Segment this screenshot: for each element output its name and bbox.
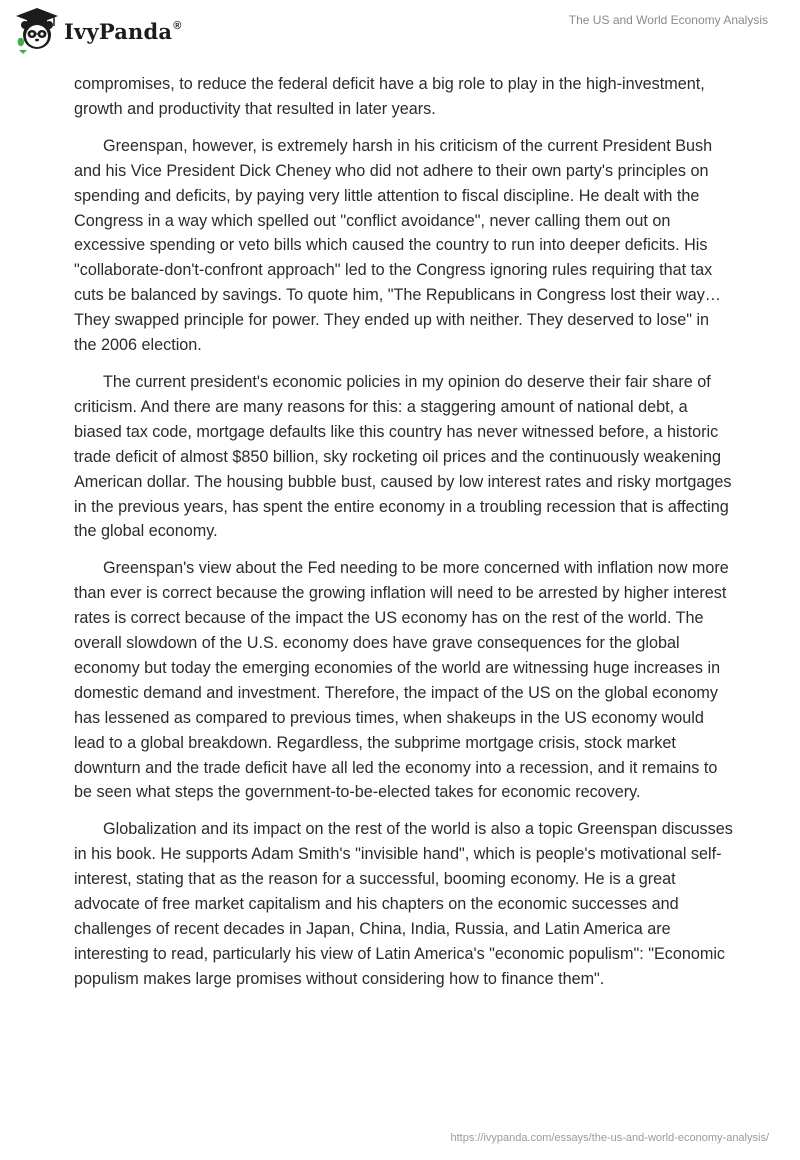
paragraph: Greenspan's view about the Fed needing to be more concerned with inflation now more than ever is correct because the growing inflation will need to be arrested by higher interest rates is correct because of the impact the US economy has on the rest of the world. The overall slowdown of the U.S. economy does have grave consequences for the global economy but today the emerging economies of the world are witnessing huge increases in domestic demand and investment. Therefore, the impact of the US on the global economy has lessened as compared to previous times, when shakeups in the US economy would lead to a global breakdown. Regardless, the subprime mortgage crisis, stock market downturn and the trade deficit have all led the economy into a recession, and it remains to be seen what steps the government-to-be-elected takes for economic recovery.	[74, 559, 729, 802]
document-title: The US and World Economy Analysis	[568, 13, 768, 27]
page-header	[0, 0, 800, 70]
paragraph: Greenspan, however, is extremely harsh in his criticism of the current President Bush and his Vice President Dick Cheney who did not adhere to their own party's principles on spending and deficits, by paying very little attention to fiscal discipline. He dealt with the Congress in a way which spelled out "conflict avoidance", never calling them out on excessive spending or veto bills which caused the country to run into deeper deficits. His "collaborate-don't-confront approach" led to the Congress ignoring rules requiring that tax cuts be balanced by savings. To quote him, "The Republicans in Congress lost their way… They swapped principle for power. They ended up with neither. They deserved to lose" in the 2006 election.	[74, 136, 721, 355]
logo-wordmark: IvyPanda®	[64, 18, 182, 44]
paragraph: Globalization and its impact on the rest of the world is also a topic Greenspan discusses in his book. He supports Adam Smith's "invisible hand", which is people's motivational self-interest, stating that as the reason for a successful, booming economy. He is a great advocate of free market capitalism and his chapters on the economic successes and challenges of recent decades in Japan, China, India, Russia, and Latin America are interesting to read, particularly his view of Latin America's "economic populism": "Economic populism makes large promises without considering how to finance them".	[74, 820, 733, 988]
paragraph-continuation: compromises, to reduce the federal deficit have a big role to play in the high-investment, growth and productivity that resulted in later years.	[74, 75, 705, 118]
panda-graduation-icon	[14, 6, 60, 56]
paragraph: The current president's economic policies in my opinion do deserve their fair share of criticism. And there are many reasons for this: a staggering amount of national debt, a biased tax code, mortgage defaults like this country has never witnessed before, a historic trade deficit of almost $850 billion, sky rocketing oil prices and the continuously weakening American dollar. The housing bubble bust, caused by low interest rates and risky mortgages in the previous years, has spent the entire economy in a troubling recession that is affecting the global economy.	[74, 372, 732, 541]
ivypanda-logo[interactable]	[14, 6, 182, 56]
essay-body	[74, 72, 734, 1004]
source-url-link[interactable]: https://ivypanda.com/essays/the-us-and-world-economy-analysis/	[450, 1132, 769, 1144]
